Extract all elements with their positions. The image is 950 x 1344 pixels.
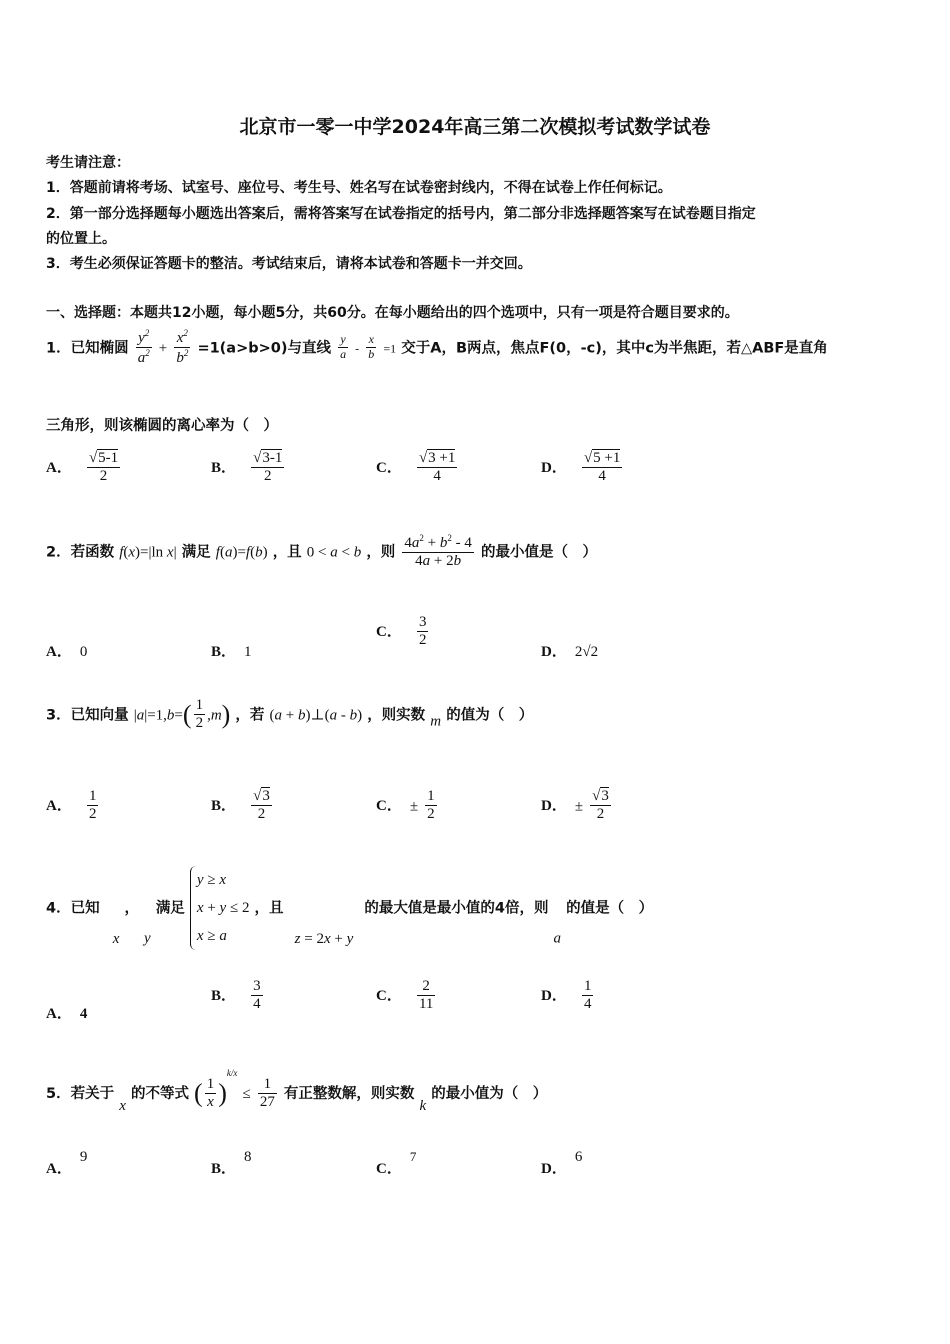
question-5: 5．若关于 x 的不等式 ( $\frac{1}{x}$ )$^{k/x}$ ≤ $\frac{1}{27}$ 有正整数解，则实数 k 的最小值为（ ） <box>46 1068 548 1114</box>
q3-option-b[interactable]: B． $\frac{√3}{2}$ <box>211 788 270 823</box>
q1-option-d[interactable]: D． $\frac{√5 +1}{4}$ <box>541 450 621 485</box>
q4-stem: 4．已知 <box>46 900 100 917</box>
q5-option-b[interactable]: B．8 <box>211 1149 252 1177</box>
q4-option-c[interactable]: C． $\frac{2}{11}$ <box>376 978 434 1013</box>
q3-option-c[interactable]: C． ± $\frac{1}{2}$ <box>376 788 435 823</box>
q2-expression: $\frac{4a^2 + b^2 - 4}{4a + 2b}$ <box>404 533 472 570</box>
q1-ellipse-term-x: $\frac{x^2}{b^2}$ <box>176 328 189 367</box>
notice-item: 1．答题前请将考场、试室号、座位号、考生号、姓名写在试卷密封线内，不得在试卷上作任何标记。 <box>46 180 672 196</box>
q3-stem: 3．已知向量 <box>46 707 129 724</box>
q2-option-d[interactable]: D． 2√2 <box>541 644 599 660</box>
q5-stem: 5．若关于 <box>46 1086 115 1102</box>
notice-item: 3．考生必须保证答题卡的整洁。考试结束后，请将本试卷和答题卡一并交回。 <box>46 256 532 272</box>
q1-ellipse-term-y: $\frac{y^2}{a^2}$ <box>137 328 150 367</box>
q5-option-a[interactable]: A．9 <box>46 1149 88 1177</box>
question-1: 1．已知椭圆 $\frac{y^2}{a^2}$ + $\frac{x^2}{b^2}$ =1(a>b>0)与直线 $\frac{y}{a}$ - $\frac{x}{b}$ =1 交于A，B两点，焦点F(0，-c)，其中c为半焦距，若△ABF是直角 <box>46 328 828 367</box>
page-title: 北京市一零一中学2024年高三第二次模拟考试数学试卷 <box>239 116 711 138</box>
notice-item: 2．第一部分选择题每小题选出答案后，需将答案写在试卷指定的括号内，第二部分非选择题答案写在试卷题目指定 <box>46 206 756 222</box>
q4-option-a[interactable]: A． 4 <box>46 1006 88 1022</box>
q5-option-c[interactable]: C．7 <box>376 1149 417 1177</box>
q1-line-term-y: $\frac{y}{a}$ <box>340 332 347 362</box>
q2-option-c[interactable]: C． $\frac{3}{2}$ <box>376 614 427 649</box>
q1-stem: 1．已知椭圆 <box>46 340 129 357</box>
q2-option-a[interactable]: A． 0 <box>46 644 88 660</box>
q1-option-a[interactable]: A． $\frac{√5-1}{2}$ <box>46 450 119 485</box>
q4-option-d[interactable]: D． $\frac{1}{4}$ <box>541 978 592 1013</box>
q2-stem: 2．若函数 <box>46 544 115 561</box>
question-4: 4．已知 x ， y 满足 y ≥ x x + y ≤ 2 x ≥ a ，且 z = 2x + y 的最大值是最小值的4倍，则 a 的值是（ ） <box>46 866 653 950</box>
q1-stem-rest: 交于A，B两点，焦点F(0，-c)，其中c为半焦距，若△ABF是直角 <box>401 340 828 357</box>
notice-heading: 考生请注意： <box>46 155 130 171</box>
question-3: 3．已知向量 |a|=1,b=( $\frac{1}{2}$ ,m) ，若 (a + b)⊥(a - b) ，则实数 m 的值为（ ） <box>46 697 534 732</box>
q3-option-d[interactable]: D． ± $\frac{√3}{2}$ <box>541 788 609 823</box>
question-2: 2．若函数 f(x)=|ln x| 满足 f(a)=f(b) ，且 0 < a < b ，则 $\frac{4a^2 + b^2 - 4}{4a + 2b}$ 的最小值是（ ） <box>46 533 597 570</box>
q1-line-term-x: $\frac{x}{b}$ <box>368 332 375 362</box>
q4-constraint-system: y ≥ x x + y ≤ 2 x ≥ a <box>190 866 250 950</box>
q1-option-b[interactable]: B． $\frac{√3-1}{2}$ <box>211 450 283 485</box>
notice-item: 的位置上。 <box>46 231 116 247</box>
q2-option-b[interactable]: B． 1 <box>211 644 252 660</box>
q1-stem-line2: 三角形，则该椭圆的离心率为（ ） <box>46 418 278 434</box>
q1-option-c[interactable]: C． $\frac{√3 +1}{4}$ <box>376 450 456 485</box>
q3-option-a[interactable]: A． $\frac{1}{2}$ <box>46 788 97 823</box>
q1-stem-mid: =1(a>b>0)与直线 <box>197 340 331 357</box>
q4-option-b[interactable]: B． $\frac{3}{4}$ <box>211 978 261 1013</box>
section-heading: 一、选择题：本题共12小题，每小题5分，共60分。在每小题给出的四个选项中，只有一项是符合题目要求的。 <box>46 305 739 321</box>
q5-option-d[interactable]: D．6 <box>541 1149 583 1177</box>
